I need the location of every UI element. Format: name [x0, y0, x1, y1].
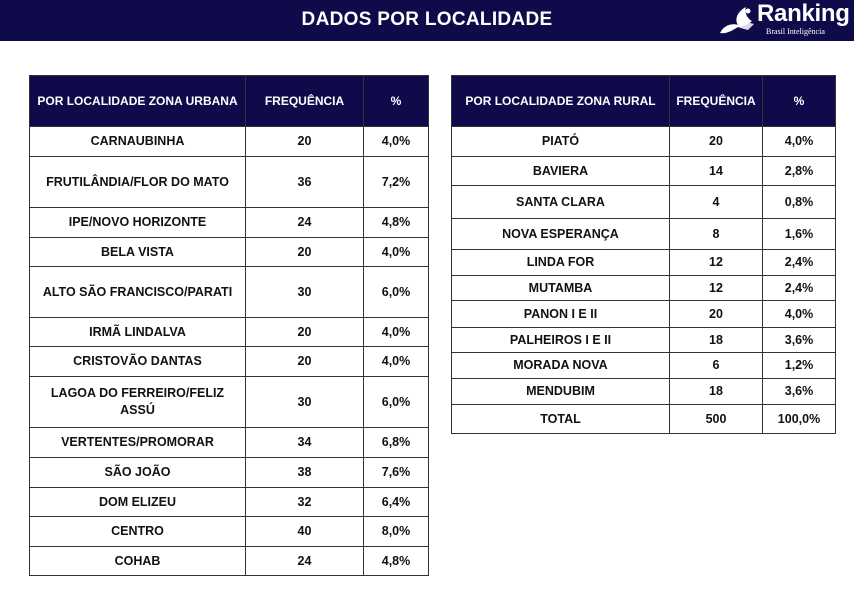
page-title: DADOS POR LOCALIDADE	[301, 9, 553, 30]
rural-table-row	[452, 250, 836, 276]
urban-frequency-cell: 30	[246, 377, 364, 428]
rural-percent-cell: 0,8%	[763, 186, 836, 219]
rural-percent-cell: 4,0%	[763, 127, 836, 157]
rural-frequency-cell: 20	[670, 301, 763, 328]
rural-frequency-cell: 20	[670, 127, 763, 157]
urban-locality-cell: BELA VISTA	[30, 238, 246, 267]
urban-zone-table	[29, 75, 429, 576]
urban-table-row	[30, 238, 429, 267]
rural-frequency-cell: 12	[670, 276, 763, 301]
rural-table-row	[452, 127, 836, 157]
urban-table-row	[30, 127, 429, 157]
rural-locality-header: POR LOCALIDADE ZONA RURAL	[452, 76, 670, 127]
rural-frequency-cell: 500	[670, 405, 763, 434]
rural-percent-cell: 3,6%	[763, 328, 836, 353]
urban-locality-header: POR LOCALIDADE ZONA URBANA	[30, 76, 246, 127]
rural-frequency-header: FREQUÊNCIA	[670, 76, 763, 127]
rural-table-row	[452, 301, 836, 328]
rural-frequency-cell: 4	[670, 186, 763, 219]
rural-percent-cell: 100,0%	[763, 405, 836, 434]
urban-locality-cell: SÃO JOÃO	[30, 458, 246, 488]
rural-locality-cell: MORADA NOVA	[452, 353, 670, 379]
urban-frequency-cell: 24	[246, 208, 364, 238]
rural-percent-cell: 2,4%	[763, 276, 836, 301]
rural-locality-cell: PANON I E II	[452, 301, 670, 328]
urban-table-row	[30, 517, 429, 547]
logo-wordmark: Ranking	[757, 0, 850, 27]
urban-percent-cell: 6,8%	[364, 428, 429, 458]
rural-percent-cell: 3,6%	[763, 379, 836, 405]
urban-locality-cell: DOM ELIZEU	[30, 488, 246, 517]
urban-locality-cell: LAGOA DO FERREIRO/FELIZ ASSÚ	[30, 377, 246, 428]
urban-table-row	[30, 318, 429, 347]
rural-table-header-row	[452, 76, 836, 127]
urban-table-row	[30, 267, 429, 318]
urban-frequency-cell: 38	[246, 458, 364, 488]
rural-table-row	[452, 405, 836, 434]
urban-table-row	[30, 377, 429, 428]
rural-percent-cell: 2,4%	[763, 250, 836, 276]
rural-percent-cell: 4,0%	[763, 301, 836, 328]
rural-table-row	[452, 328, 836, 353]
urban-table-row	[30, 488, 429, 517]
urban-table-row	[30, 157, 429, 208]
rural-table-row	[452, 157, 836, 186]
urban-locality-cell: ALTO SÃO FRANCISCO/PARATI	[30, 267, 246, 318]
rural-locality-cell: TOTAL	[452, 405, 670, 434]
urban-percent-cell: 4,0%	[364, 127, 429, 157]
urban-frequency-cell: 24	[246, 547, 364, 576]
urban-percent-cell: 6,0%	[364, 267, 429, 318]
rural-table-row	[452, 353, 836, 379]
urban-locality-cell: IPE/NOVO HORIZONTE	[30, 208, 246, 238]
rural-locality-cell: PALHEIROS I E II	[452, 328, 670, 353]
urban-table-header-row	[30, 76, 429, 127]
rural-table-row	[452, 276, 836, 301]
urban-frequency-cell: 36	[246, 157, 364, 208]
rural-percent-cell: 2,8%	[763, 157, 836, 186]
urban-frequency-cell: 20	[246, 347, 364, 377]
logo-subtitle: Brasil Inteligência	[766, 27, 825, 36]
ranking-bird-logo-icon	[718, 3, 758, 37]
rural-locality-cell: LINDA FOR	[452, 250, 670, 276]
urban-percent-cell: 4,8%	[364, 547, 429, 576]
rural-percent-cell: 1,6%	[763, 219, 836, 250]
urban-frequency-cell: 20	[246, 127, 364, 157]
urban-locality-cell: COHAB	[30, 547, 246, 576]
rural-frequency-cell: 18	[670, 328, 763, 353]
ranking-logo	[718, 1, 848, 39]
urban-percent-cell: 7,2%	[364, 157, 429, 208]
rural-table-row	[452, 186, 836, 219]
rural-frequency-cell: 18	[670, 379, 763, 405]
rural-locality-cell: NOVA ESPERANÇA	[452, 219, 670, 250]
rural-table-row	[452, 379, 836, 405]
urban-frequency-cell: 20	[246, 238, 364, 267]
rural-zone-table	[451, 75, 836, 434]
urban-frequency-cell: 30	[246, 267, 364, 318]
urban-locality-cell: CARNAUBINHA	[30, 127, 246, 157]
urban-frequency-cell: 40	[246, 517, 364, 547]
urban-percent-cell: 8,0%	[364, 517, 429, 547]
urban-frequency-header: FREQUÊNCIA	[246, 76, 364, 127]
urban-table-row	[30, 428, 429, 458]
urban-table-row	[30, 458, 429, 488]
urban-percent-cell: 4,0%	[364, 347, 429, 377]
header-bar	[0, 0, 854, 41]
urban-frequency-cell: 32	[246, 488, 364, 517]
urban-percent-cell: 6,4%	[364, 488, 429, 517]
urban-percent-cell: 4,0%	[364, 318, 429, 347]
rural-frequency-cell: 6	[670, 353, 763, 379]
urban-locality-cell: CRISTOVÃO DANTAS	[30, 347, 246, 377]
urban-frequency-cell: 20	[246, 318, 364, 347]
urban-locality-cell: CENTRO	[30, 517, 246, 547]
urban-percent-cell: 7,6%	[364, 458, 429, 488]
rural-frequency-cell: 14	[670, 157, 763, 186]
urban-table-row	[30, 347, 429, 377]
urban-table-row	[30, 547, 429, 576]
rural-locality-cell: SANTA CLARA	[452, 186, 670, 219]
urban-locality-cell: FRUTILÂNDIA/FLOR DO MATO	[30, 157, 246, 208]
urban-percent-header: %	[364, 76, 429, 127]
rural-table-row	[452, 219, 836, 250]
rural-frequency-cell: 12	[670, 250, 763, 276]
rural-percent-cell: 1,2%	[763, 353, 836, 379]
rural-percent-header: %	[763, 76, 836, 127]
urban-percent-cell: 6,0%	[364, 377, 429, 428]
urban-locality-cell: VERTENTES/PROMORAR	[30, 428, 246, 458]
urban-percent-cell: 4,0%	[364, 238, 429, 267]
rural-locality-cell: MENDUBIM	[452, 379, 670, 405]
rural-locality-cell: MUTAMBA	[452, 276, 670, 301]
rural-locality-cell: BAVIERA	[452, 157, 670, 186]
urban-percent-cell: 4,8%	[364, 208, 429, 238]
urban-locality-cell: IRMÃ LINDALVA	[30, 318, 246, 347]
rural-frequency-cell: 8	[670, 219, 763, 250]
urban-frequency-cell: 34	[246, 428, 364, 458]
urban-table-row	[30, 208, 429, 238]
rural-locality-cell: PIATÓ	[452, 127, 670, 157]
